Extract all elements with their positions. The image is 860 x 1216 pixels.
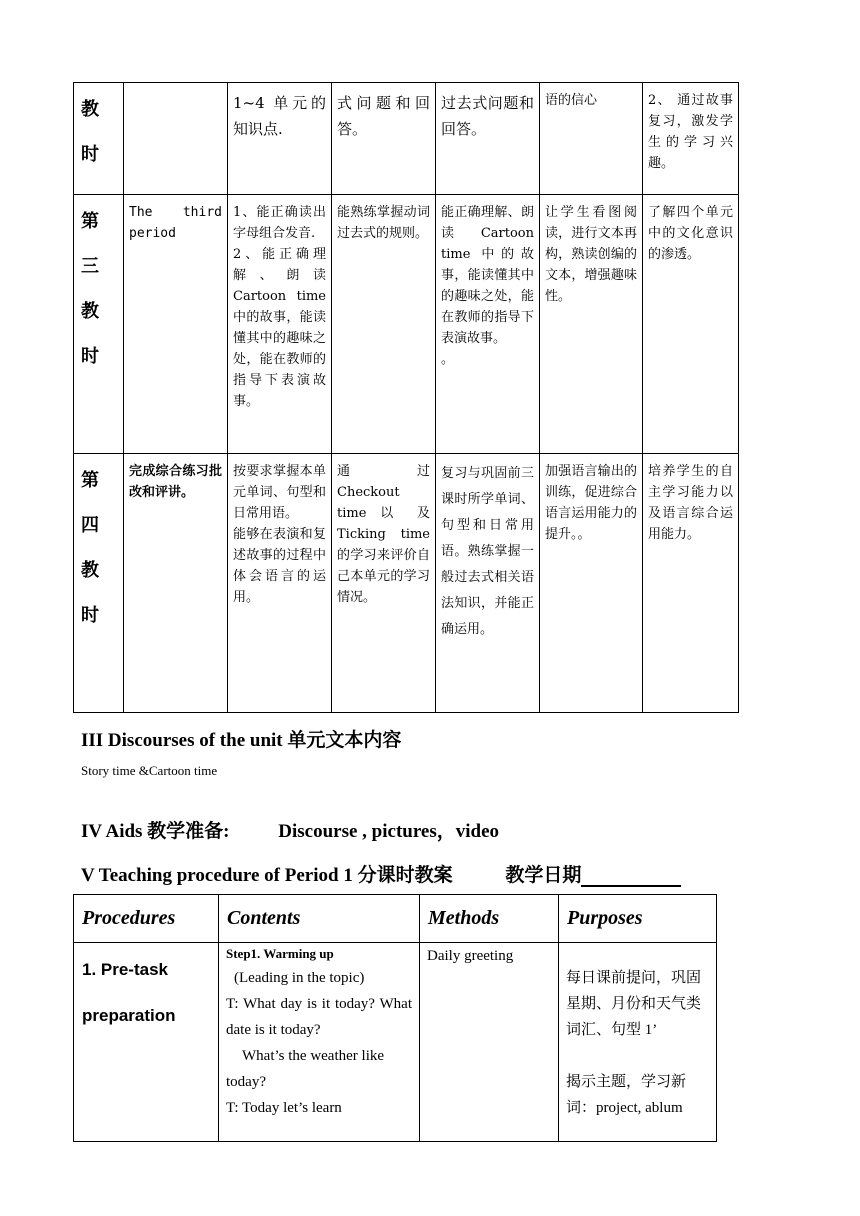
- date-blank: [581, 867, 681, 887]
- table-cell: 语的信心: [540, 83, 643, 195]
- table-cell: The third period: [124, 195, 228, 454]
- table-cell: [124, 83, 228, 195]
- table-cell: 加强语言输出的训练，促进综合语言运用能力的提升。。: [540, 454, 643, 713]
- table-cell: 复习与巩固前三课时所学单词、句型和日常用语。熟练掌握一般过去式相关语法知识，并能正确运用。: [436, 454, 540, 713]
- contents-cell: Step1. Warming up (Leading in the topic) T: What day is it today? What date is it today? What’s the weather like today? T: Today let’s learn: [219, 943, 420, 1142]
- table-cell: 完成综合练习批改和评讲。: [124, 454, 228, 713]
- table-cell: 让学生看图阅读，进行文本再构，熟读创编的文本，增强趣味性。: [540, 195, 643, 454]
- table-cell: 能正确理解、朗读 Cartoon time 中的故事，能读懂其中的趣味之处，能在教师的指导下表演故事。 。: [436, 195, 540, 454]
- procedure-cell: 1. Pre-task preparation: [74, 943, 219, 1142]
- table-cell: 按要求掌握本单元单词、句型和日常用语。 能够在表演和复述故事的过程中体会语言的运用。: [228, 454, 332, 713]
- table-cell: 1、能正确读出字母组合发音. 2、能正确理解、朗读 Cartoon time 中的故事，能读懂其中的趣味之处，能在教师的指导下表演故事。: [228, 195, 332, 454]
- period-label: 第 三 教 时: [74, 195, 124, 454]
- aids-label: IV Aids 教学准备:: [81, 821, 230, 842]
- table-cell: 2、 通过故事复习，激发学生的学习兴趣。: [643, 83, 739, 195]
- table-cell: 能熟练掌握动词过去式的规则。: [332, 195, 436, 454]
- section-heading-discourses: III Discourses of the unit 单元文本内容: [81, 730, 402, 751]
- table-cell: 培养学生的自主学习能力以及语言综合运用能力。: [643, 454, 739, 713]
- section-heading-aids: [81, 816, 499, 843]
- date-label: 教学日期: [505, 865, 582, 886]
- header-contents: Contents: [219, 895, 420, 943]
- table-row: [74, 195, 739, 454]
- table-cell: 通 过 Checkout time 以 及 Ticking time 的学习来评价自己本单元的学习情况。: [332, 454, 436, 713]
- aids-value: Discourse , pictures，video: [278, 821, 500, 842]
- table-cell: 过去式问题和回答。: [436, 83, 540, 195]
- table-row: [74, 83, 739, 195]
- methods-cell: Daily greeting: [420, 943, 559, 1142]
- table-row: [74, 454, 739, 713]
- purposes-cell: 每日课前提问，巩固星期、月份和天气类词汇、句型 1’ 揭示主题，学习新词：project, ablum: [559, 943, 717, 1142]
- table-cell: 1~4 单元的知识点.: [228, 83, 332, 195]
- step-heading: Step1. Warming up: [226, 946, 334, 961]
- header-methods: Methods: [420, 895, 559, 943]
- discourse-text: Story time &Cartoon time: [81, 763, 218, 778]
- header-purposes: Purposes: [559, 895, 717, 943]
- procedure-table: [73, 894, 717, 1142]
- table-cell: 了解四个单元中的文化意识的渗透。: [643, 195, 739, 454]
- period-label: 教 时: [74, 83, 124, 195]
- procedure-title: V Teaching procedure of Period 1 分课时教案: [81, 865, 453, 886]
- table-cell: 式问题和回答。: [332, 83, 436, 195]
- period-label: 第 四 教 时: [74, 454, 124, 713]
- header-procedures: Procedures: [74, 895, 219, 943]
- table-row: [74, 943, 717, 1142]
- section-heading-procedure: [81, 860, 681, 887]
- period-overview-table: [73, 82, 739, 713]
- table-header-row: [74, 895, 717, 943]
